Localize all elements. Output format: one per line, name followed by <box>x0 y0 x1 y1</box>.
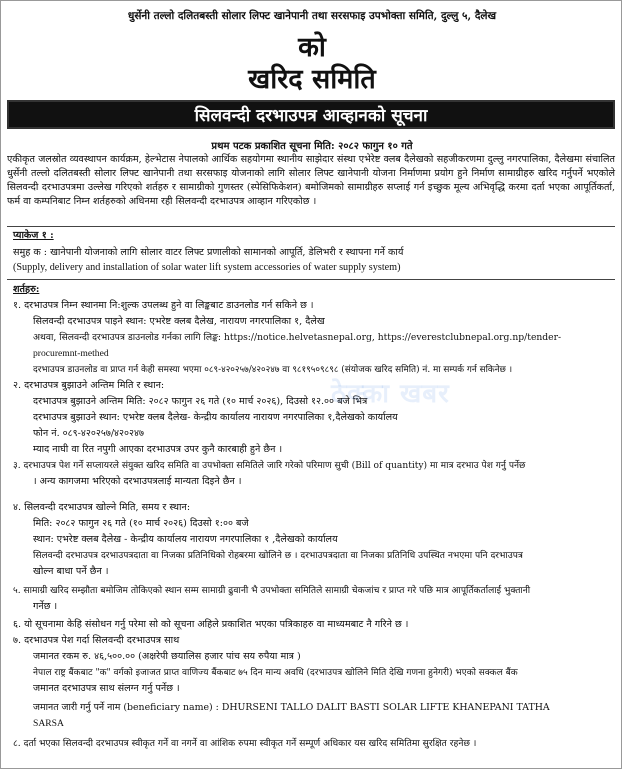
package-line-1: समुह क : खानेपानी योजनाको लागि सोलार वाटर लिफ्ट प्रणालीको सामानको आपूर्ति, डेलिभरी र स्थापना गर्ने कार्य <box>13 247 404 258</box>
package-line-2: (Supply, delivery and installation of solar water lift system accessories of water supply system) <box>13 262 401 273</box>
condition-3: ३. दरभाउपत्र पेश गर्ने सप्लायरले संयुक्त खरिद समिति वा उपभोक्ता समितिले जारि गरेको परिमाण सुची (Bill of quantity) मा मात्र दरभाउ पेश गर्नु पर्नेछ <box>13 461 526 471</box>
condition-7-beneficiary-cont: SARSA <box>33 718 64 729</box>
intro-paragraph: एकीकृत जलस्रोत व्यवस्थापन कार्यक्रम, हेल्भेटास नेपालको आर्थिक सहयोगमा स्थानीय साझेदार संस्था एभेरेष्ट क्लब दैलेखको सहजीकरणमा दुल्लु नगरपालिका, दैलेखमा संचालित धुर्सेनी तल्लो दलितबस्ती सोलार लिफ्ट खानेपानी तथा सरसफाइ योजनाको लागि सोलार लिफ्ट खानेपानी योजना निर्माणमा प्रयोग हुने निर्माण सामाग्रीहरु खरिद गर्नुपर्ने भएकोले सिलवन्दी दरभाउपत्रमा उल्लेख गरिएको शर्तहरु र सामाग्रीको गुणस्तर (स्पेसिफिकेशन) बमोजिमको सामाग्रीहरु सप्लाई गर्न इच्छुक मूल्य अभिवृद्धि करमा दर्ता भएका आपूर्तिकर्ता, फर्म वा कम्पनिबाट निम्न शर्तहरुको अधिनमा रही सिलवन्दी दरभाउपत्र आव्हान गरिएकोछ । <box>7 154 615 207</box>
condition-1-link-cont[interactable]: procuremnt-methed <box>33 348 109 359</box>
condition-4-note-cont: खोल्न बाधा पर्ने छैन । <box>33 566 109 577</box>
condition-2-phone: फोन नं. ०८९-४२०२५७/४२०२४७ <box>33 428 144 439</box>
condition-4: ४. सिलवन्दी दरभाउपत्र खोल्ने मिति, समय र स्थान: <box>13 502 191 513</box>
condition-1: १. दरभाउपत्र निम्न स्थानमा नि:शुल्क उपलब्ध हुने वा लिङ्कबाट डाउनलोड गर्न सकिने छ । <box>13 300 314 311</box>
condition-1-location: सिलवन्दी दरभाउपत्र पाइने स्थान: एभरेष्ट क्लब दैलेख, नारायण नगरपालिका १, दैलेख <box>33 316 325 327</box>
condition-1-link[interactable]: अथवा, सिलवन्दी दरभाउपत्र डाउनलोड गर्नका लागि लिङ्क: https://notice.helvetasnepal.org, https://everestclubnepal.org.np/tender- <box>33 332 562 343</box>
purchase-committee-title: खरिद समिति <box>248 64 376 95</box>
condition-7-bank-cont: जमानत दरभाउपत्र साथ संलग्न गर्नु पर्नेछ । <box>33 683 180 694</box>
header-ko: को <box>298 32 326 63</box>
condition-2-deadline: दरभाउपत्र बुझाउने अन्तिम मिति: २०८२ फागुन २६ गते (१० मार्च २०२६), दिउसो १२.०० बजे भित्र <box>33 396 368 407</box>
condition-4-place: स्थान: एभरेष्ट क्लब दैलेख - केन्द्रीय कार्यालय नारायण नगरपालिका १ ,दैलेखको कार्यालय <box>33 534 338 545</box>
condition-5: ५. सामाग्री खरिद सम्झौता बमोजिम तोकिएको स्थान सम्म सामाग्री ढुवानी भै उपभोक्ता समितिले सामाग्री चेकजांच र प्राप्त गरे पछि मात्र आपूर्तिकर्तालाई भुक्तानी <box>13 586 531 596</box>
condition-4-note: सिलवन्दी दरभाउपत्र दरभाउपत्रदाता वा निजका प्रतिनिधिको रोहबरमा खोलिने छ । दरभाउपत्रदाता वा निजका प्रतिनिधि उपस्थित नभएमा पनि दरभाउपत्र <box>33 551 523 561</box>
condition-2-note: म्याद नाघी वा रित नपुगी आएका दरभाउपत्र उपर कुनै कारबाही हुने छैन । <box>33 444 283 455</box>
condition-4-date: मिति: २०८२ फागुन २६ गते (१० मार्च २०२६) दिउसो १:०० बजे <box>33 518 249 529</box>
watermark: ठेक्का खबर <box>331 379 450 409</box>
first-publication-date: प्रथम पटक प्रकाशित सूचना मिति: २०८२ फागुन १० गते <box>211 141 413 152</box>
notice-banner: सिलवन्दी दरभाउपत्र आव्हानको सूचना <box>7 100 615 129</box>
condition-6: ६. यो सूचनामा केहि संसोधन गर्नु परेमा सो को सूचना अहिले प्रकाशित भएका पत्रिकाहरु वा माध्यमबाट नै गरिने छ । <box>13 619 409 630</box>
condition-7: ७. दरभाउपत्र पेश गर्दा सिलवन्दी दरभाउपत्र साथ <box>13 635 180 646</box>
condition-3-cont: । अन्य कागजमा भरिएको दरभाउपत्रलाई मान्यता दिइने छैन । <box>33 476 242 487</box>
package-heading: प्याकेज १ : <box>13 230 54 241</box>
condition-7-bank: नेपाल राष्ट्र बैंकबाट "क" वर्गको इजाजत प्राप्त वाणिज्य बैंकबाट ७५ दिन मान्य अवधि (दरभाउपत्र खोलिने मिति देखि गणना हुनेगरी) भएको सक्कल बैंक <box>33 668 518 678</box>
condition-7-beneficiary: जमानत जारी गर्नु पर्ने नाम (beneficiary name) : DHURSENI TALLO DALIT BASTI SOLAR LIFTE KHANEPANI TATHA <box>33 702 550 713</box>
condition-1-contact: दरभाउपत्र डाउनलोड वा प्राप्त गर्न केही समस्या भएमा ०८९-४२०२५७/४२०२४७ वा ९८१९५०९८९८ (संयोजक खरिद समिति) नं. मा सम्पर्क गर्न सकिनेछ । <box>33 365 513 375</box>
condition-7-amount: जमानत रकम रु. ४६,५००.०० (अक्षरेपी छयालिस हजार पांच सय रुपैया मात्र ) <box>33 651 301 662</box>
condition-5-cont: गर्नेछ । <box>33 601 58 612</box>
organization-name: धुर्सेनी तल्लो दलितबस्ती सोलार लिफ्ट खानेपानी तथा सरसफाइ उपभोक्ता समिति, दुल्लु ५, दैलेख <box>127 10 497 22</box>
condition-2-place: दरभाउपत्र बुझाउने स्थान: एभरेष्ट क्लब दैलेख- केन्द्रीय कार्यालय नारायण नगरपालिका १,दैलेखको कार्यालय <box>33 412 398 423</box>
condition-2: २. दरभाउपत्र बुझाउने अन्तिम मिति र स्थान: <box>13 380 165 391</box>
conditions-heading: शर्तहरु: <box>13 284 40 295</box>
divider <box>7 226 615 227</box>
condition-8: ८. दर्ता भएका सिलवन्दी दरभाउपत्र स्वीकृत गर्ने वा नगर्ने वा आंशिक रुपमा स्वीकृत गर्ने सम्पूर्ण अधिकार यस खरिद समितिमा सुरक्षित रहनेछ । <box>13 738 477 749</box>
divider <box>7 279 615 280</box>
